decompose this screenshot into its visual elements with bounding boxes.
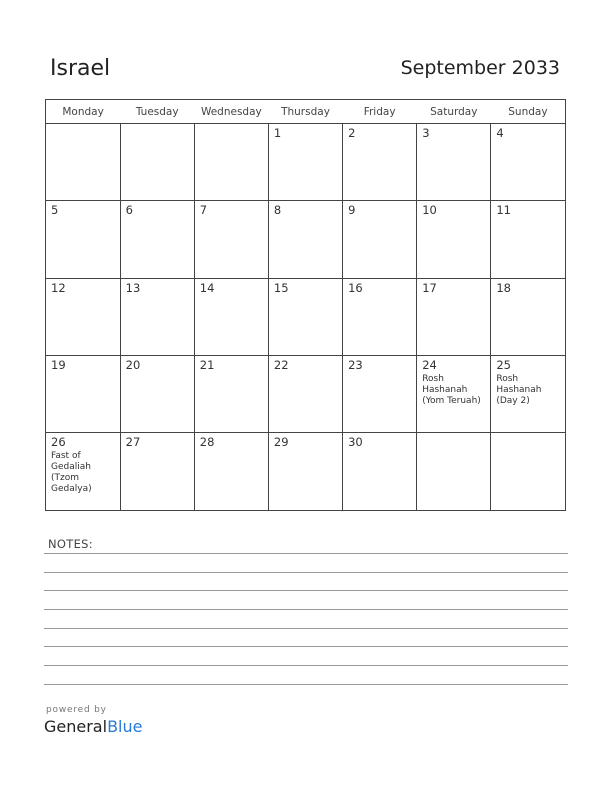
- day-number: 24: [422, 357, 437, 372]
- day-number: 28: [199, 435, 215, 450]
- day-cell: [46, 355, 120, 432]
- day-cell: [120, 124, 194, 201]
- day-cell: [417, 278, 491, 355]
- day-cell: [343, 278, 417, 355]
- notes-line[interactable]: [44, 572, 568, 573]
- notes-line[interactable]: [44, 646, 568, 647]
- day-cell: [46, 278, 120, 355]
- day-cell: [194, 433, 268, 510]
- day-number: 4: [496, 126, 504, 140]
- day-cell: [120, 355, 194, 432]
- day-number: 14: [199, 280, 215, 295]
- day-cell: [120, 278, 194, 355]
- day-cell: [268, 124, 342, 201]
- week-row: [46, 278, 565, 355]
- day-cell: [194, 201, 268, 278]
- day-number: 23: [348, 357, 363, 372]
- day-number: 1: [273, 126, 282, 140]
- day-cell: [46, 201, 120, 278]
- day-cell: [343, 355, 417, 432]
- weekday-thursday: Thursday: [268, 100, 342, 124]
- day-cell: [491, 355, 565, 432]
- month-year-title: September 2033: [400, 57, 560, 79]
- week-row: [46, 355, 565, 432]
- weekday-sunday: Sunday: [491, 100, 565, 124]
- day-number: 3: [422, 126, 430, 140]
- weekday-friday: Friday: [343, 100, 417, 124]
- day-number: 10: [422, 203, 437, 218]
- day-number: 26: [51, 435, 66, 450]
- country-title: Israel: [50, 56, 111, 81]
- notes-line[interactable]: [44, 590, 568, 591]
- day-number: 11: [496, 203, 511, 218]
- day-cell: [417, 355, 491, 432]
- week-row: [46, 433, 565, 510]
- weekday-header-row: [46, 100, 565, 124]
- weekday-wednesday: Wednesday: [194, 100, 268, 124]
- week-row: [46, 124, 565, 201]
- day-number: 15: [273, 280, 289, 295]
- day-cell: [268, 433, 342, 510]
- day-number: 16: [348, 280, 363, 295]
- day-cell: [194, 278, 268, 355]
- day-number: 20: [125, 357, 141, 372]
- calendar-grid: [45, 99, 566, 511]
- day-cell: [491, 201, 565, 278]
- day-cell: [343, 433, 417, 510]
- day-number: 22: [273, 357, 289, 372]
- day-cell: [46, 433, 120, 510]
- day-cell: [194, 124, 268, 201]
- notes-line[interactable]: [44, 609, 568, 610]
- day-number: 25: [496, 357, 511, 372]
- day-number: 5: [51, 203, 59, 218]
- day-cell: [120, 201, 194, 278]
- notes-line[interactable]: [44, 628, 568, 629]
- day-cell: [268, 201, 342, 278]
- powered-by-text: powered by: [46, 705, 107, 715]
- day-number: 30: [348, 435, 363, 450]
- day-cell: [343, 201, 417, 278]
- weekday-monday: Monday: [46, 100, 120, 124]
- day-cell: [491, 124, 565, 201]
- week-row: [46, 201, 565, 278]
- day-number: 13: [125, 280, 141, 295]
- notes-label: NOTES:: [48, 537, 93, 551]
- day-number: 17: [422, 280, 437, 295]
- holiday-label: Rosh Hashanah (Day 2): [496, 373, 542, 406]
- day-number: 27: [125, 435, 141, 450]
- notes-line[interactable]: [44, 665, 568, 666]
- day-number: 2: [348, 126, 356, 140]
- day-cell: [268, 355, 342, 432]
- weekday-saturday: Saturday: [417, 100, 491, 124]
- notes-line[interactable]: [44, 553, 568, 554]
- day-cell: [491, 433, 565, 510]
- weekday-tuesday: Tuesday: [120, 100, 194, 124]
- day-number: 29: [273, 435, 289, 450]
- day-number: 7: [199, 203, 208, 218]
- day-number: 8: [273, 203, 282, 218]
- day-number: 18: [496, 280, 511, 295]
- holiday-label: Rosh Hashanah (Yom Teruah): [422, 373, 481, 406]
- day-number: 21: [199, 357, 215, 372]
- day-cell: [194, 355, 268, 432]
- generalblue-logo[interactable]: [44, 717, 142, 736]
- day-cell: [417, 433, 491, 510]
- day-cell: [491, 278, 565, 355]
- day-cell: [46, 124, 120, 201]
- day-number: 12: [51, 280, 66, 295]
- brand-general: General: [44, 717, 108, 736]
- day-cell: [120, 433, 194, 510]
- day-number: 9: [348, 203, 356, 218]
- day-cell: [268, 278, 342, 355]
- notes-line[interactable]: [44, 684, 568, 685]
- day-number: 6: [125, 203, 133, 218]
- day-number: 19: [51, 357, 66, 372]
- holiday-label: Fast of Gedaliah (Tzom Gedalya): [51, 451, 92, 495]
- day-cell: [417, 201, 491, 278]
- day-cell: [417, 124, 491, 201]
- day-cell: [343, 124, 417, 201]
- brand-blue: Blue: [107, 717, 143, 736]
